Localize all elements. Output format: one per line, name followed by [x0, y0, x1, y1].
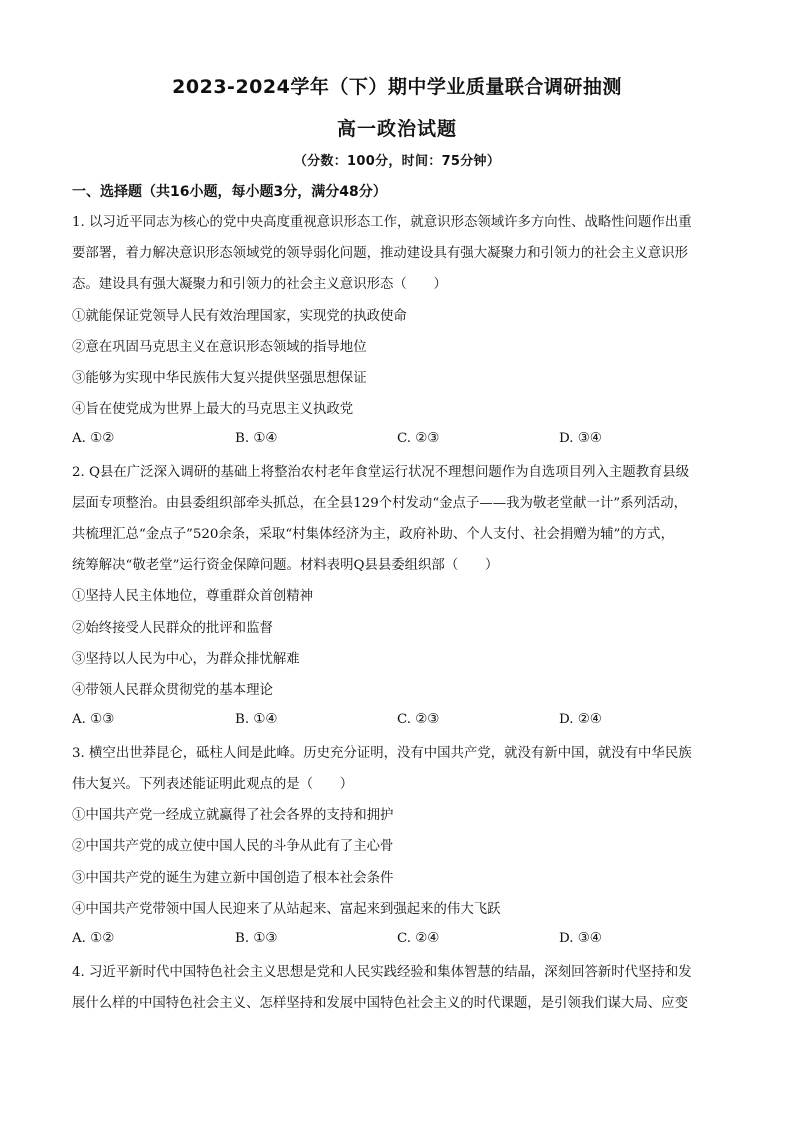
exam-subtitle: 高一政治试题 [336, 118, 457, 140]
question-2-statement: ①坚持人民主体地位，尊重群众首创精神 [72, 589, 314, 604]
question-4-stem-line: 4. 习近平新时代中国特色社会主义思想是党和人民实践经验和集体智慧的结晶，深刻回答新时代坚持和发 [72, 965, 692, 980]
question-3-stem-line: 3. 横空出世莽昆仑，砥柱人间是此峰。历史充分证明，没有中国共产党，就没有新中国，就没有中华民族 [72, 746, 692, 761]
question-2-statement: ③坚持以人民为中心，为群众排忧解难 [72, 652, 300, 667]
question-1-statement: ②意在巩固马克思主义在意识形态领域的指导地位 [72, 340, 367, 355]
exam-title: 2023-2024学年（下）期中学业质量联合调研抽测 [172, 76, 622, 98]
option-d[interactable]: D. ③④ [559, 431, 602, 446]
option-d[interactable]: D. ②④ [559, 712, 602, 727]
exam-info: （分数：100分，时间：75分钟） [293, 154, 501, 169]
option-b[interactable]: B. ①③ [235, 931, 278, 946]
option-a[interactable]: A. ①② [72, 431, 115, 446]
option-c[interactable]: C. ②④ [397, 931, 440, 946]
question-1-statement: ①就能保证党领导人民有效治理国家，实现党的执政使命 [72, 309, 407, 324]
question-1-statement: ③能够为实现中华民族伟大复兴提供坚强思想保证 [72, 371, 367, 386]
question-1-stem-line: 1. 以习近平同志为核心的党中央高度重视意识形态工作，就意识形态领域许多方向性、战略性问题作出重 [72, 215, 692, 230]
question-2-stem-line: 统筹解决“敬老堂”运行资金保障问题。材料表明Q县县委组织部（ ） [72, 558, 499, 573]
question-4-stem-line: 展什么样的中国特色社会主义、怎样坚持和发展中国特色社会主义的时代课题，是引领我们谋大局、应变 [72, 996, 688, 1011]
option-a[interactable]: A. ①② [72, 931, 115, 946]
question-2-stem-line: 层面专项整治。由县委组织部牵头抓总，在全县129个村发动“金点子——我为敬老堂献一计”系列活动， [72, 496, 688, 511]
question-2-options [72, 712, 722, 732]
option-c[interactable]: C. ②③ [397, 712, 440, 727]
question-3-options [72, 931, 722, 951]
question-2-statement: ④带领人民群众贯彻党的基本理论 [72, 683, 273, 698]
question-2-stem-line: 共梳理汇总“金点子”520余条，采取“村集体经济为主，政府补助、个人支付、社会捐赠为辅”的方式， [72, 527, 674, 542]
option-a[interactable]: A. ①③ [72, 712, 115, 727]
option-b[interactable]: B. ①④ [235, 712, 278, 727]
question-2-stem-line: 2. Q县在广泛深入调研的基础上将整治农村老年食堂运行状况不理想问题作为自选项目列入主题教育县级 [72, 465, 690, 480]
question-3-statement: ②中国共产党的成立使中国人民的斗争从此有了主心骨 [72, 839, 394, 854]
question-3-statement: ①中国共产党一经成立就赢得了社会各界的支持和拥护 [72, 808, 394, 823]
question-1-statement: ④旨在使党成为世界上最大的马克思主义执政党 [72, 402, 354, 417]
question-3-statement: ③中国共产党的诞生为建立新中国创造了根本社会条件 [72, 871, 394, 886]
option-c[interactable]: C. ②③ [397, 431, 440, 446]
question-1-stem-line: 要部署，着力解决意识形态领域党的领导弱化问题，推动建设具有强大凝聚力和引领力的社会主义意识形 [72, 246, 688, 261]
question-2-statement: ②始终接受人民群众的批评和监督 [72, 621, 273, 636]
question-3-stem-line: 伟大复兴。下列表述能证明此观点的是（ ） [72, 777, 354, 792]
question-1-options [72, 431, 722, 451]
question-1-stem-line: 态。建设具有强大凝聚力和引领力的社会主义意识形态（ ） [72, 277, 447, 292]
section-heading: 一、选择题（共16小题，每小题3分，满分48分） [72, 184, 387, 200]
question-3-statement: ④中国共产党带领中国人民迎来了从站起来、富起来到强起来的伟大飞跃 [72, 902, 501, 917]
option-d[interactable]: D. ③④ [559, 931, 602, 946]
option-b[interactable]: B. ①④ [235, 431, 278, 446]
